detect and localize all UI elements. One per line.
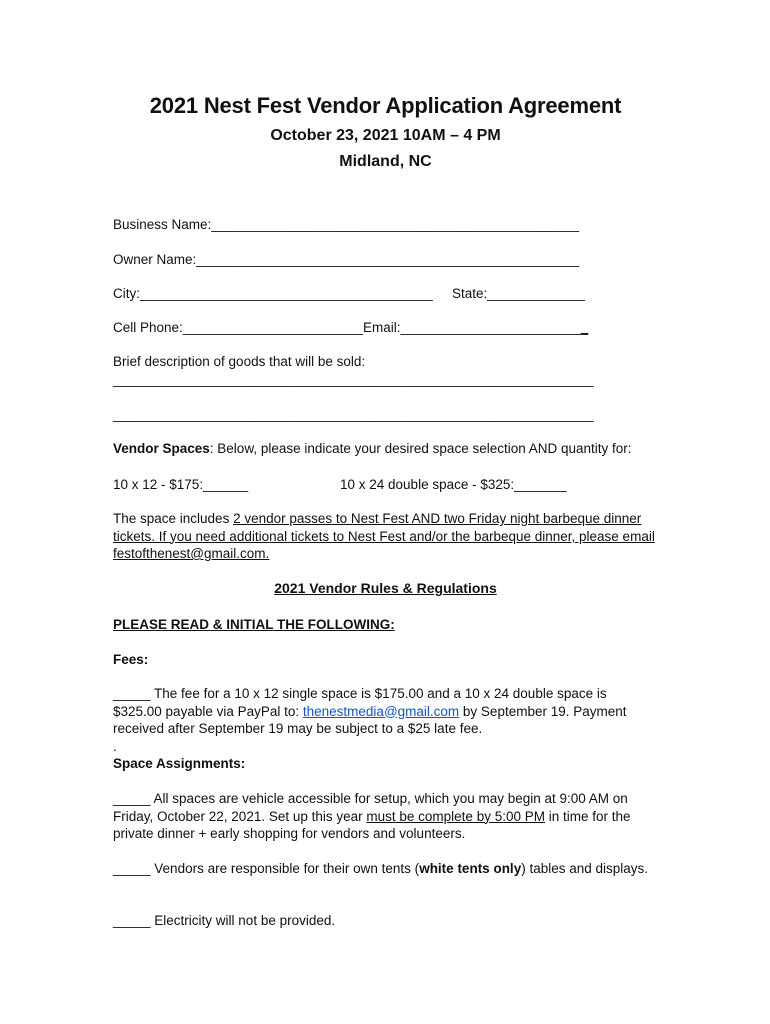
space-deadline: must be complete by 5:00 PM <box>366 808 545 824</box>
vendor-spaces-text: : Below, please indicate your desired space selection AND quantity for: <box>209 441 632 456</box>
business-name-field[interactable]: Business Name:_________________________________________________ <box>113 217 580 232</box>
tents-paragraph <box>113 860 658 878</box>
space-option-10x12[interactable]: 10 x 12 - $175:______ <box>113 477 249 492</box>
state-field[interactable]: State:_____________ <box>452 286 585 301</box>
event-date: October 23, 2021 10AM – 4 PM <box>270 127 501 144</box>
cell-email-line[interactable] <box>113 319 588 337</box>
goods-field-line-2[interactable]: ________________________________________________________________ <box>113 407 594 422</box>
vendor-spaces-label: Vendor Spaces <box>113 441 210 456</box>
city-field[interactable]: City:_______________________________________ <box>113 286 433 301</box>
space-text-2: in time for the private dinner + early shopping for vendors and volunteers. <box>113 808 631 841</box>
space-assignments-heading: Space Assignments: <box>113 756 246 771</box>
space-includes-paragraph <box>113 510 658 563</box>
fees-paragraph <box>113 685 658 738</box>
page-title: 2021 Nest Fest Vendor Application Agreement <box>149 93 622 118</box>
read-initial-heading: PLEASE READ & INITIAL THE FOLLOWING: <box>113 617 395 632</box>
event-location: Midland, NC <box>339 153 432 170</box>
owner-name-field[interactable]: Owner Name:___________________________________________________ <box>113 252 580 267</box>
electricity-line: _____ Electricity will not be provided. <box>113 913 336 928</box>
paypal-email-link[interactable]: thenestmedia@gmail.com <box>302 703 460 719</box>
space-includes-details: 2 vendor passes to Nest Fest AND two Friday night barbeque dinner tickets. If you need additional tickets to Nest Fest and/or the barbeque dinner, please email festofthenest@gmail.com. <box>113 511 655 561</box>
tents-text-1: _____ Vendors are responsible for their own tents ( <box>113 861 420 876</box>
stray-period: . <box>113 739 117 754</box>
fees-text-2: by September 19. Payment received after September 19 may be subject to a $25 late fee. <box>113 703 627 736</box>
goods-field-line-1[interactable]: ________________________________________________________________ <box>113 372 594 387</box>
email-field-end: _ <box>580 320 589 335</box>
space-includes-prefix: The space includes <box>113 511 234 526</box>
space-option-10x24[interactable]: 10 x 24 double space - $325:_______ <box>340 477 567 492</box>
space-assignments-paragraph <box>113 790 658 843</box>
cell-email-field[interactable]: Cell Phone:________________________Email:________________________ <box>113 320 581 335</box>
vendor-spaces-line <box>113 440 632 458</box>
tents-text-2: ) tables and displays. <box>521 861 649 876</box>
goods-label: Brief description of goods that will be sold: <box>113 354 366 369</box>
space-text-1: _____ All spaces are vehicle accessible for setup, which you may begin at 9:00 AM on Friday, October 22, 2021. Set up this year <box>113 791 628 824</box>
fees-text-1: _____ The fee for a 10 x 12 single space is $175.00 and a 10 x 24 double space is $325.00 payable via PayPal to: <box>113 686 607 719</box>
rules-heading: 2021 Vendor Rules & Regulations <box>274 580 497 596</box>
tents-bold: white tents only <box>419 861 522 876</box>
fees-heading: Fees: <box>113 652 149 667</box>
